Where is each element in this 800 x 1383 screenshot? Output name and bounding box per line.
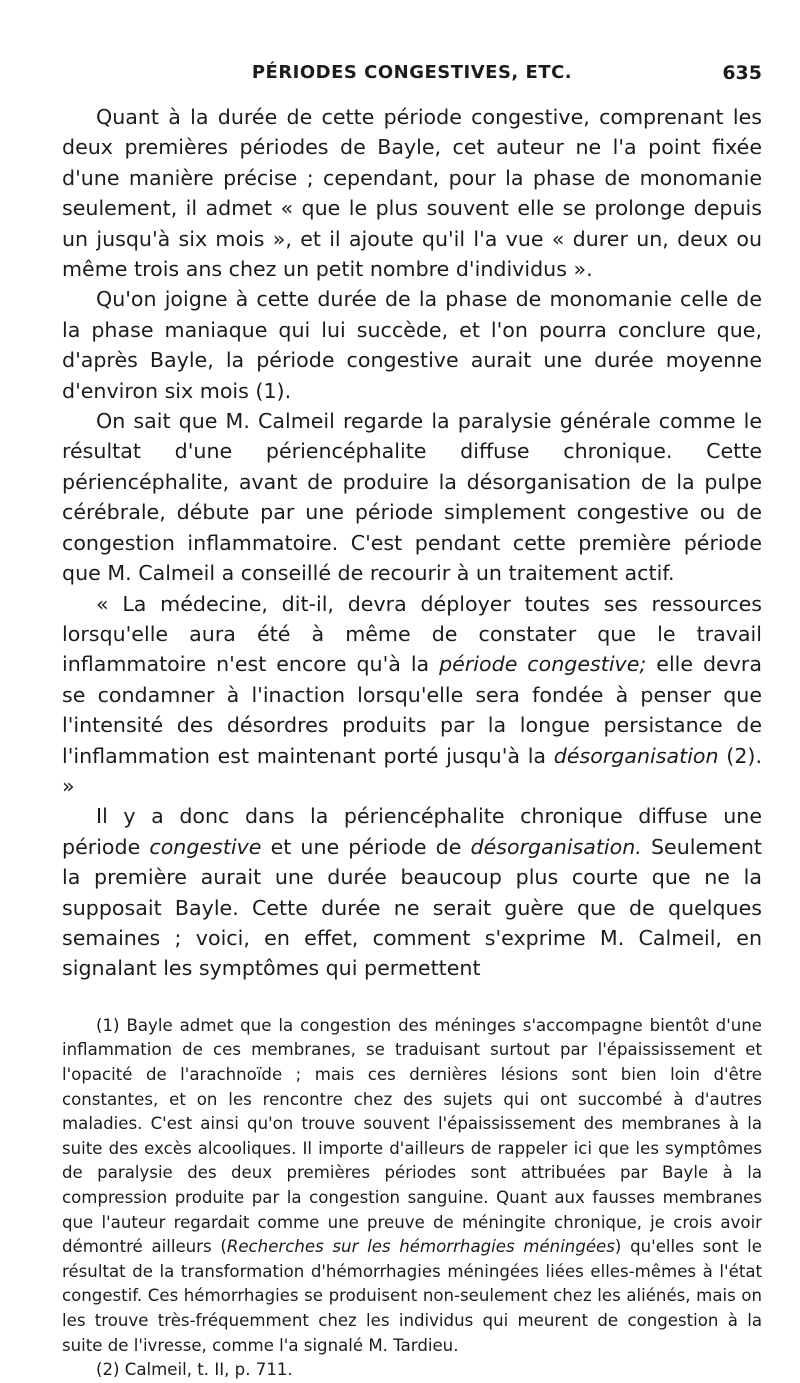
footnote [62, 1014, 762, 1358]
main-text [62, 102, 762, 984]
running-head [62, 62, 762, 102]
page-number: 635 [722, 62, 762, 84]
footnote-text: ) qu'elles sont le résultat de la transformation d'hémorrhagies méningées liées elles-mêmes à l'état congestif. Ces hémorrhagies se produisent non-seulement chez les aliénés, mais on les trouve très-fréquemment chez les individus qui meurent de congestion à la suite de l'ivresse, comme l'a signalé M. Tardieu. [62, 1237, 763, 1355]
book-page [62, 62, 762, 1383]
emphasis-text: désorganisation. [470, 834, 642, 859]
paragraph-text: Seulement la première aurait une durée beaucoup plus courte que ne la supposait Bayle. Cette durée ne serait guère que de quelques semaines ; voici, en effet, comment s'exprime M. Calmeil, en signalant les symptômes qui permettent [62, 834, 762, 981]
footnote-text: (1) Bayle admet que la congestion des méninges s'accompagne bientôt d'une inflammation de ces membranes, se traduisant surtout par l'épaississement et l'opacité de l'arachnoïde ; mais ces dernières lésions sont bien loin d'être constantes, et on les rencontre chez des sujets qui ont succombé à d'autres maladies. C'est ainsi qu'on trouve souvent l'épaississement des membranes à la suite des excès alcooliques. Il importe d'ailleurs de rappeler ici que les symptômes de paralysie des deux premières périodes sont attribuées par Bayle à la compression produite par la congestion sanguine. Quant aux fausses membranes que l'auteur regardait comme une preuve de méningite chronique, je crois avoir démontré ailleurs ( [62, 1015, 762, 1257]
paragraph-text: Quant à la durée de cette période congestive, comprenant les deux premières périodes de Bayle, cet auteur ne l'a point fixée d'une manière précise ; cependant, pour la phase de monomanie seulement, il admet « que le plus souvent elle se prolonge depuis un jusqu'à six mois », et il ajoute qu'il l'a vue « durer un, deux ou même trois ans chez un petit nombre d'individus ». [62, 105, 762, 282]
emphasis-text: désorganisation [553, 743, 719, 768]
footnote [62, 1358, 762, 1383]
emphasis-text: période congestive; [439, 652, 647, 677]
paragraph-text: et une période de [261, 834, 471, 859]
paragraph-text: elle devra se condamner à l'inaction lorsqu'elle sera fondée à penser que l'intensité des désordres produits par la longue persistance de l'inflammation est maintenant porté jusqu'à la [62, 652, 762, 768]
footnotes [62, 1014, 762, 1383]
paragraph-text: On sait que M. Calmeil regarde la paralysie générale comme le résultat d'une périencéphalite diffuse chronique. Cette périencéphalite, avant de produire la désorganisation de la pulpe cérébrale, débute par une période simplement congestive ou de congestion inflammatoire. C'est pendant cette première période que M. Calmeil a conseillé de recourir à un traitement actif. [62, 409, 762, 586]
footnote-text: (2) Calmeil, t. II, p. 711. [96, 1360, 293, 1380]
paragraph [62, 102, 762, 284]
running-title: PÉRIODES CONGESTIVES, ETC. [251, 62, 573, 83]
paragraph-text: Qu'on joigne à cette durée de la phase de monomanie celle de la phase maniaque qui lui succède, et l'on pourra conclure que, d'après Bayle, la période congestive aurait une durée moyenne d'environ six mois (1). [62, 287, 762, 403]
paragraph [62, 406, 762, 588]
paragraph-text: « La médecine, dit-il, devra déployer toutes ses ressources lorsqu'elle aura été à même de constater que le travail inflammatoire n'est encore qu'à la [62, 591, 762, 677]
paragraph-text: (2). » [62, 743, 762, 798]
paragraph-quotation [62, 589, 762, 802]
emphasis-text: congestive [149, 834, 262, 859]
citation-title: Recherches sur les hémorrhagies méningées [226, 1237, 615, 1257]
paragraph-text: Il y a donc dans la périencéphalite chronique diffuse une période [62, 804, 762, 859]
paragraph [62, 284, 762, 406]
paragraph [62, 801, 762, 983]
